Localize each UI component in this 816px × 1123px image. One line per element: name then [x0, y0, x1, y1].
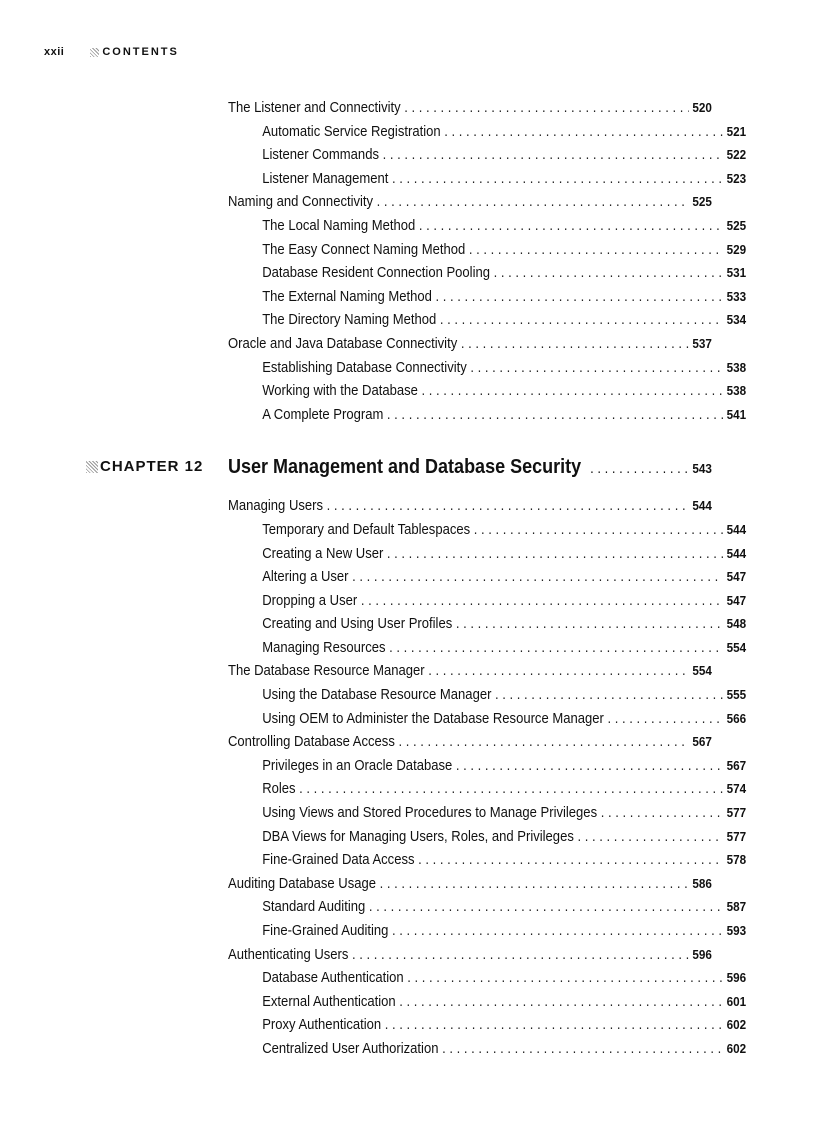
- toc-entry-title: Working with the Database: [262, 383, 418, 400]
- toc-entry-page: 522: [726, 147, 747, 163]
- toc-entry[interactable]: [228, 171, 746, 195]
- dot-leader: [377, 194, 689, 210]
- toc-entry-title: Managing Users: [228, 498, 324, 515]
- toc-entry[interactable]: [228, 593, 746, 617]
- dot-leader: [299, 781, 723, 797]
- toc-entry-title: Dropping a User: [262, 592, 358, 609]
- chapter-number: CHAPTER 12: [100, 458, 204, 476]
- toc-entry-page: 520: [692, 100, 712, 115]
- toc-entry-title: Temporary and Default Tablespaces: [262, 521, 471, 538]
- toc-entry[interactable]: [228, 522, 746, 546]
- toc-entry-page: 574: [726, 781, 747, 797]
- toc-entry-page: 596: [726, 970, 747, 986]
- toc-entry[interactable]: [228, 498, 712, 522]
- toc-entry[interactable]: [228, 546, 746, 570]
- toc-entry-title: Listener Commands: [262, 147, 379, 164]
- toc-entry-page: 586: [692, 875, 712, 891]
- toc-entry[interactable]: [228, 734, 712, 758]
- toc-entry[interactable]: [228, 383, 746, 407]
- toc-entry[interactable]: [228, 289, 746, 313]
- toc-entry-title: Standard Auditing: [262, 899, 366, 916]
- toc-entry-title: Using the Database Resource Manager: [262, 687, 492, 704]
- toc-entry[interactable]: [228, 663, 712, 687]
- toc-entries-before: [228, 100, 747, 430]
- toc-entry-page: 601: [726, 993, 747, 1009]
- toc-entry[interactable]: [228, 147, 746, 171]
- dot-leader: [387, 407, 723, 423]
- chapter-title: User Management and Database Security: [228, 456, 582, 479]
- toc-entry-title: Listener Management: [262, 170, 389, 187]
- toc-entry-title: The External Naming Method: [262, 288, 432, 305]
- toc-entry-title: The Directory Naming Method: [262, 312, 437, 329]
- dot-leader: [601, 805, 723, 821]
- toc-entry-page: 567: [692, 734, 712, 750]
- dot-leader: [369, 899, 723, 915]
- dot-leader: [461, 336, 689, 352]
- toc-entry[interactable]: [228, 1041, 746, 1065]
- toc-entry[interactable]: [228, 124, 746, 148]
- toc-entry[interactable]: [228, 616, 746, 640]
- toc-entries-after: [228, 498, 747, 1064]
- dot-leader: [380, 876, 689, 892]
- toc-entry-title: Establishing Database Connectivity: [262, 359, 467, 376]
- toc-entry-title: Roles: [262, 781, 296, 798]
- toc-entry[interactable]: [228, 852, 746, 876]
- toc-entry[interactable]: [228, 569, 746, 593]
- toc-entry-title: Proxy Authentication: [262, 1017, 382, 1034]
- page-folio: xxii: [44, 46, 65, 58]
- chapter-page-number: 543: [692, 461, 712, 477]
- dot-leader: [444, 124, 723, 140]
- toc-entry[interactable]: [228, 312, 746, 336]
- toc-entry-page: 587: [726, 899, 747, 915]
- dot-leader: [399, 994, 723, 1010]
- toc-entry-title: Oracle and Java Database Connectivity: [228, 335, 458, 352]
- toc-entry-page: 534: [726, 312, 747, 328]
- hatch-marker-icon: [86, 461, 98, 473]
- chapter-label: [86, 458, 203, 475]
- toc-entry[interactable]: [228, 336, 712, 360]
- toc-entry-page: 566: [726, 710, 747, 726]
- dot-leader: [436, 289, 723, 305]
- dot-leader: [387, 546, 723, 562]
- dot-leader: [361, 593, 723, 609]
- table-of-contents: [100, 100, 747, 1065]
- dot-leader: [385, 1017, 723, 1033]
- toc-entry-title: External Authentication: [262, 993, 396, 1010]
- dot-leader: [418, 852, 723, 868]
- toc-entry-page: 533: [726, 288, 747, 304]
- toc-entry-title: Managing Resources: [262, 639, 386, 656]
- toc-entry[interactable]: [228, 407, 746, 431]
- toc-entry[interactable]: [228, 947, 712, 971]
- toc-entry-page: 538: [726, 359, 747, 375]
- section-label: CONTENTS: [102, 46, 179, 58]
- toc-entry-title: Authenticating Users: [228, 946, 349, 963]
- dot-leader: [352, 569, 723, 585]
- toc-entry[interactable]: [228, 829, 746, 853]
- toc-entry[interactable]: [228, 265, 746, 289]
- toc-entry[interactable]: [228, 970, 746, 994]
- toc-entry[interactable]: [228, 899, 746, 923]
- dot-leader: [590, 461, 689, 477]
- toc-entry-title: Fine-Grained Auditing: [262, 923, 389, 939]
- dot-leader: [383, 147, 723, 163]
- toc-entry[interactable]: [228, 758, 746, 782]
- toc-entry-title: Privileges in an Oracle Database: [262, 757, 453, 774]
- toc-entry-page: 525: [726, 217, 747, 233]
- toc-entry-title: Automatic Service Registration: [262, 123, 441, 140]
- toc-entry[interactable]: [228, 242, 746, 266]
- toc-entry-page: 577: [726, 828, 747, 844]
- toc-entry-title: Database Resident Connection Pooling: [262, 265, 491, 282]
- toc-entry-page: 554: [692, 663, 712, 679]
- dot-leader: [398, 734, 688, 750]
- toc-entry-page: 531: [726, 265, 747, 281]
- dot-leader: [419, 218, 723, 234]
- dot-leader: [494, 265, 723, 281]
- dot-leader: [389, 640, 723, 656]
- toc-entry-page: 547: [726, 569, 747, 585]
- toc-entry-page: 578: [726, 852, 747, 868]
- dot-leader: [456, 616, 723, 632]
- dot-leader: [577, 829, 723, 845]
- dot-leader: [440, 312, 723, 328]
- dot-leader: [495, 687, 723, 703]
- toc-entry[interactable]: [228, 711, 746, 735]
- toc-entry-page: 554: [726, 639, 747, 655]
- dot-leader: [352, 947, 689, 963]
- toc-entry-title: Database Authentication: [262, 970, 404, 987]
- dot-leader: [607, 711, 723, 727]
- toc-entry[interactable]: [228, 994, 746, 1018]
- running-header: [44, 44, 179, 60]
- toc-entry-page: 544: [726, 545, 747, 561]
- toc-entry-title: Creating a New User: [262, 545, 384, 562]
- toc-entry[interactable]: [228, 781, 746, 805]
- toc-entry-title: The Easy Connect Naming Method: [262, 241, 466, 258]
- toc-entry-title: Controlling Database Access: [228, 734, 395, 751]
- toc-entry-page: 602: [726, 1040, 747, 1056]
- toc-entry-page: 602: [726, 1017, 747, 1033]
- toc-entry[interactable]: [228, 100, 712, 124]
- toc-entry[interactable]: [228, 218, 746, 242]
- dot-leader: [392, 923, 723, 939]
- toc-entry-page: 529: [726, 241, 747, 257]
- toc-entry[interactable]: [228, 194, 712, 218]
- dot-leader: [456, 758, 723, 774]
- toc-entry[interactable]: [228, 1017, 746, 1041]
- toc-entry[interactable]: [228, 805, 746, 829]
- toc-entry[interactable]: [228, 876, 712, 900]
- chapter-heading: [100, 430, 712, 490]
- chapter-title-line: [228, 456, 712, 479]
- toc-entry-title: The Listener and Connectivity: [228, 100, 401, 116]
- toc-entry-page: 537: [692, 335, 712, 351]
- toc-entry-title: Creating and Using User Profiles: [262, 616, 453, 633]
- toc-entry[interactable]: [228, 360, 746, 384]
- toc-entry-title: Auditing Database Usage: [228, 875, 377, 892]
- toc-entry-page: 567: [726, 757, 747, 773]
- toc-entry-title: Naming and Connectivity: [228, 194, 374, 211]
- toc-entry-page: 596: [692, 946, 712, 962]
- toc-entry-page: 555: [726, 687, 747, 703]
- toc-entry-title: A Complete Program: [262, 406, 384, 423]
- toc-entry-title: Using Views and Stored Procedures to Manage Privileges: [262, 805, 598, 822]
- toc-entry-page: 593: [726, 923, 747, 938]
- toc-entry-title: DBA Views for Managing Users, Roles, and Privileges: [262, 828, 574, 845]
- toc-entry-title: Centralized User Authorization: [262, 1040, 439, 1057]
- hatch-marker-icon: [90, 48, 99, 57]
- toc-entry-page: 538: [726, 383, 747, 399]
- toc-entry-page: 521: [726, 123, 747, 139]
- toc-entry-title: Using OEM to Administer the Database Resource Manager: [262, 710, 604, 727]
- dot-leader: [474, 522, 723, 538]
- toc-entry-page: 523: [726, 170, 747, 186]
- toc-entry-page: 547: [726, 592, 747, 608]
- toc-entry-title: Altering a User: [262, 569, 349, 586]
- toc-entry-page: 548: [726, 616, 747, 632]
- dot-leader: [469, 242, 723, 258]
- toc-entry[interactable]: [228, 687, 746, 711]
- toc-entry-page: 541: [726, 406, 747, 422]
- dot-leader: [442, 1041, 723, 1057]
- toc-entry[interactable]: [228, 640, 746, 664]
- toc-entry-page: 544: [726, 521, 747, 537]
- dot-leader: [422, 383, 723, 399]
- toc-entry-title: The Database Resource Manager: [228, 663, 425, 680]
- toc-entry-title: Fine-Grained Data Access: [262, 852, 415, 869]
- dot-leader: [407, 970, 723, 986]
- toc-entry-page: 544: [692, 498, 712, 514]
- toc-entry-page: 577: [726, 805, 747, 821]
- dot-leader: [404, 100, 689, 116]
- toc-entry-page: 525: [692, 194, 712, 210]
- dot-leader: [392, 171, 723, 187]
- dot-leader: [428, 663, 689, 679]
- toc-entry[interactable]: [228, 923, 746, 947]
- dot-leader: [470, 360, 723, 376]
- dot-leader: [327, 498, 689, 514]
- toc-entry-title: The Local Naming Method: [262, 217, 416, 234]
